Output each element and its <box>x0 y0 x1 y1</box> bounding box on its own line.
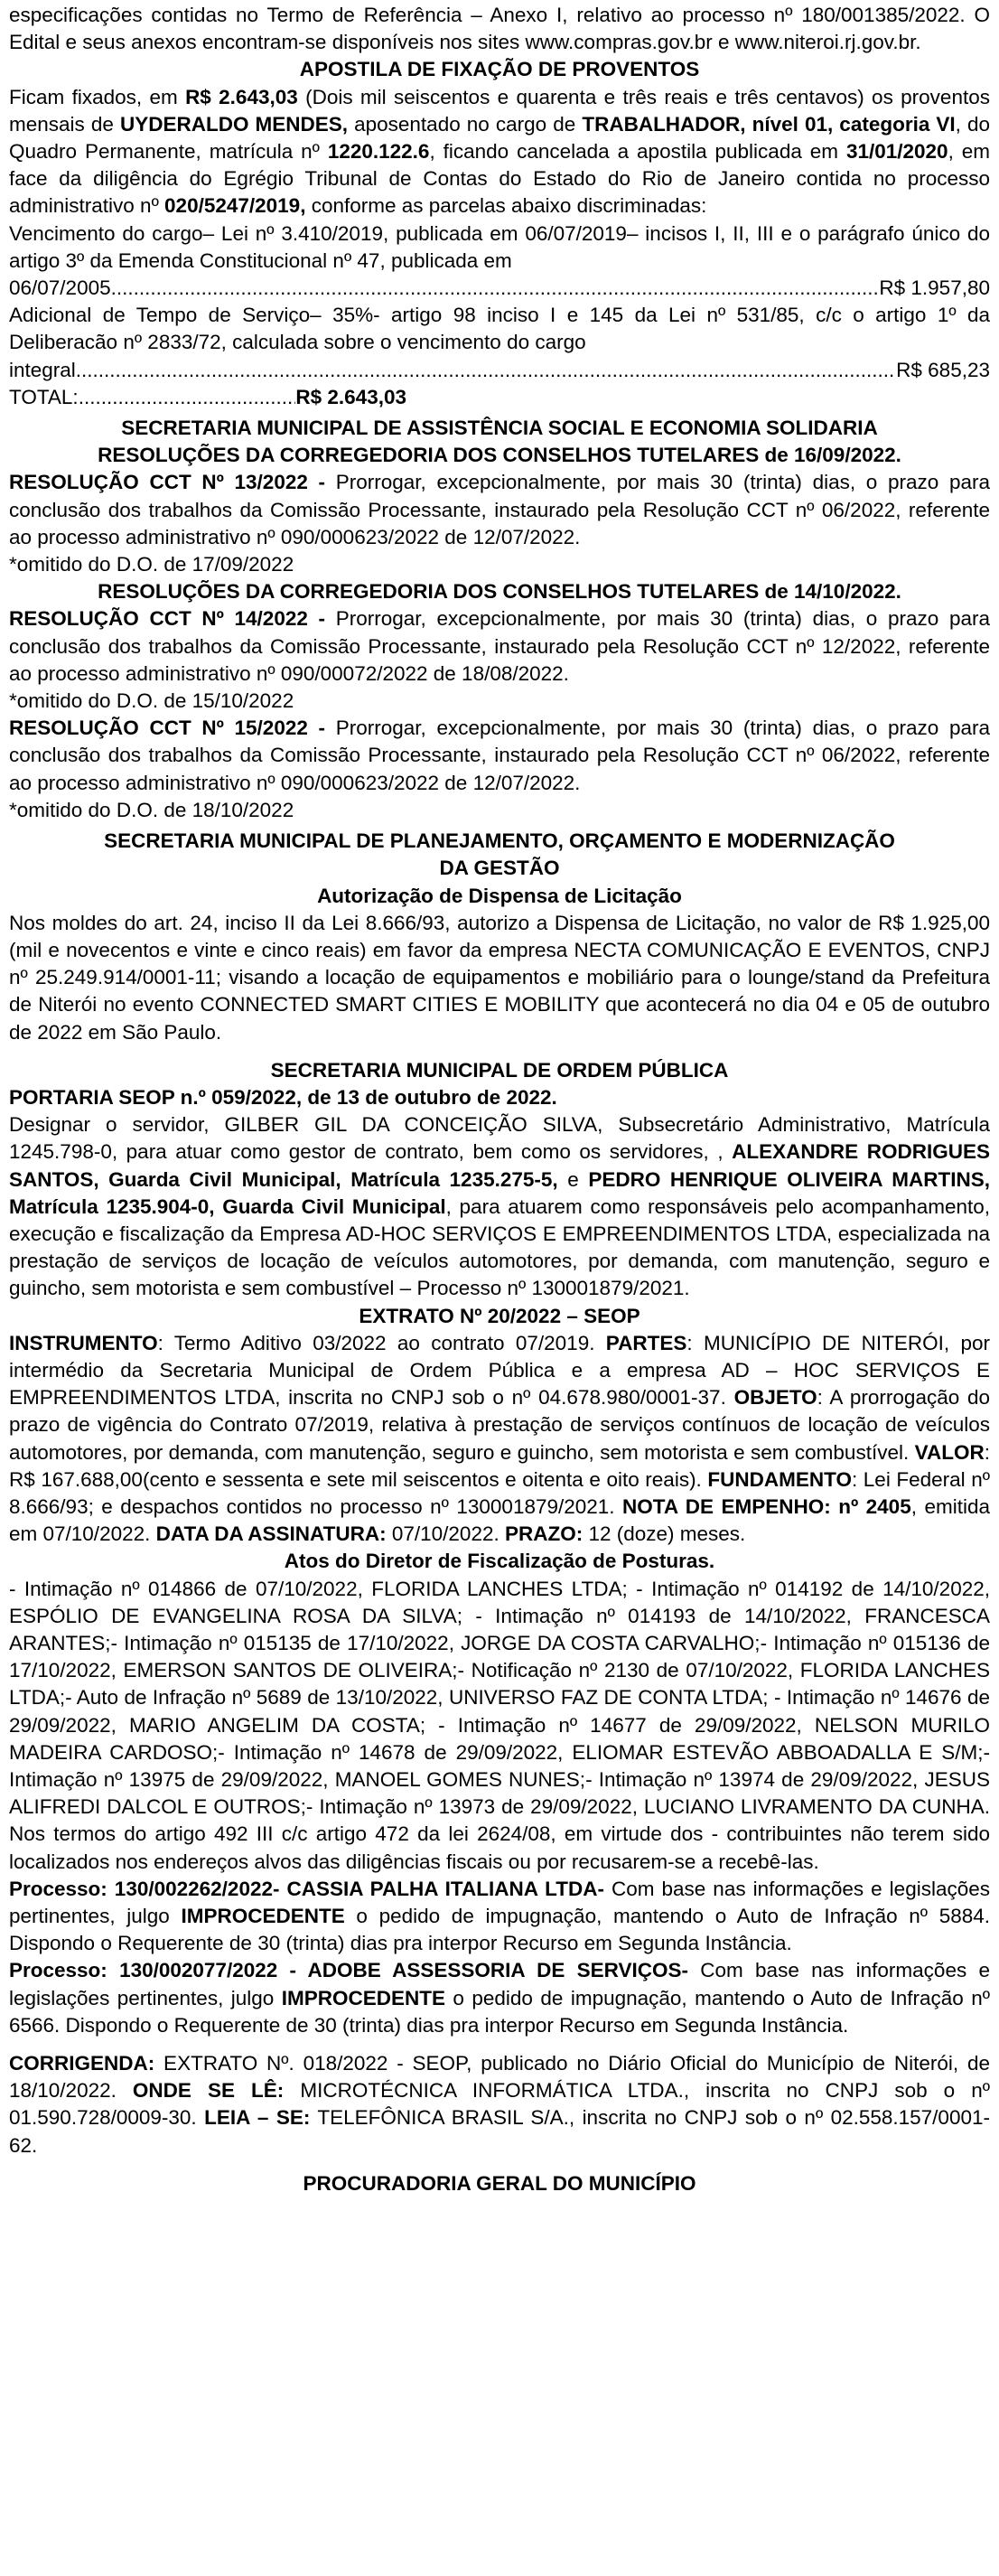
resolucao-14-omitido: *omitido do D.O. de 15/10/2022 <box>9 689 294 713</box>
planejamento-title-1: SECRETARIA MUNICIPAL DE PLANEJAMENTO, ORÇAMENTO E MODERNIZAÇÃO <box>104 829 895 853</box>
smas-heading-1: RESOLUÇÕES DA CORREGEDORIA DOS CONSELHOS TUTELARES de 16/09/2022. <box>98 444 901 467</box>
vencimento-amount: R$ 1.957,80 <box>879 276 990 300</box>
processo-2262: Processo: 130/002262/2022- CASSIA PALHA ITALIANA LTDA- Com base nas informações e legislações pertinentes, julgo IMPROCEDENTE o pedido de impugnação, mantendo o Auto de Infração nº 5884. Dispondo o Requerente de 30 (trinta) dias pra interpor Recurso em Segunda Instância. <box>9 1877 990 1955</box>
smas-heading-2: RESOLUÇÕES DA CORREGEDORIA DOS CONSELHOS TUTELARES de 14/10/2022. <box>98 580 901 604</box>
adicional-amount: R$ 685,23 <box>896 358 990 381</box>
planejamento-title-2: DA GESTÃO <box>439 857 560 880</box>
corrigenda-paragraph: CORRIGENDA: EXTRATO Nº. 018/2022 - SEOP, publicado no Diário Oficial do Município de Niterói, de 18/10/2022. ONDE SE LÊ: MICROTÉCNICA INFORMÁTICA LTDA., inscrita no CNPJ sob o nº 01.590.728/0009-30. LEIA – SE: TELEFÔNICA BRASIL S/A., inscrita no CNPJ sob o nº 02.558.157/0001-62. <box>9 2052 990 2157</box>
vencimento-text: Vencimento do cargo– Lei nº 3.410/2019, publicada em 06/07/2019– incisos I, II, III e o parágrafo único do artigo 3º da Emenda Constitucional nº 47, publicada em <box>9 221 990 272</box>
atos-title: Atos do Diretor de Fiscalização de Posturas. <box>284 1550 715 1573</box>
seop-title: SECRETARIA MUNICIPAL DE ORDEM PÚBLICA <box>270 1058 729 1082</box>
resolucao-13-omitido: *omitido do D.O. de 17/09/2022 <box>9 553 294 576</box>
total-line: TOTAL: ..... R$ 2.643,03 <box>9 384 406 411</box>
atos-paragraph: - Intimação nº 014866 de 07/10/2022, FLORIDA LANCHES LTDA; - Intimação nº 014192 de 14/10/2022, ESPÓLIO DE EVANGELINA ROSA DA SILVA; - Intimação nº 014193 de 14/10/2022, FRANCESCA ARANTES;- Intimação nº 015135 de 17/10/2022, JORGE DA COSTA CARVALHO;- Intimação nº 015136 de 17/10/2022, EMERSON SANTOS DE OLIVEIRA;- Notificação nº 2130 de 07/10/2022, FLORIDA LANCHES LTDA;- Auto de Infração nº 5689 de 13/10/2022, UNIVERSO FAZ DE CONTA LTDA; - Intimação nº 14676 de 29/09/2022, MARIO ANGELIM DA COSTA; - Intimação nº 14677 de 29/09/2022, NELSON MURILO MADEIRA CARDOSO;- Intimação nº 14678 de 29/09/2022, ELIOMAR ESTEVÃO ABBOADALLA E S/M;- Intimação nº 13975 de 29/09/2022, MANOEL GOMES NUNES;- Intimação nº 13974 de 29/09/2022, JESUS ALIFREDI DALCOL E OUTROS;- Intimação nº 13973 de 29/09/2022, LUCIANO LIVRAMENTO DA CUNHA. Nos termos do artigo 492 III c/c artigo 472 da lei 2624/08, em virtude dos - contribuintes não terem sido localizados nos endereços alvos das diligências fiscais ou por recusarem-se a recebê-las. <box>9 1577 990 1873</box>
smas-title: SECRETARIA MUNICIPAL DE ASSISTÊNCIA SOCIAL E ECONOMIA SOLIDARIA <box>121 417 878 440</box>
resolucao-13: RESOLUÇÃO CCT Nº 13/2022 - Prorrogar, excepcionalmente, por mais 30 (trinta) dias, o prazo para conclusão dos trabalhos da Comissão Processante, instaurado pela Resolução CCT nº 06/2022, referente ao processo administrativo nº 090/000623/2022 de 12/07/2022. <box>9 471 990 548</box>
procuradoria-title: PROCURADORIA GERAL DO MUNICÍPIO <box>303 2171 696 2195</box>
portaria-paragraph: Designar o servidor, GILBER GIL DA CONCEIÇÃO SILVA, Subsecretário Administrativo, Matrícula 1245.798-0, para atuar como gestor de contrato, bem como os servidores, , ALEXANDRE RODRIGUES SANTOS, Guarda Civil Municipal, Matrícula 1235.275-5, e PEDRO HENRIQUE OLIVEIRA MARTINS, Matrícula 1235.904-0, Guarda Civil Municipal, para atuarem como responsáveis pelo acompanhamento, execução e fiscalização da Empresa AD-HOC SERVIÇOS E EMPREENDIMENTOS LTDA, especializada na prestação de serviços de locação de veículos automotores, por demanda, com manutenção, seguro e guincho, sem motorista e sem combustível – Processo nº 130001879/2021. <box>9 1113 990 1300</box>
processo-2077: Processo: 130/002077/2022 - ADOBE ASSESSORIA DE SERVIÇOS- Com base nas informações e legislações pertinentes, julgo IMPROCEDENTE o pedido de impugnação, mantendo o Auto de Infração nº 6566. Dispondo o Requerente de 30 (trinta) dias pra interpor Recurso em Segunda Instância. <box>9 1959 990 2037</box>
portaria-heading: PORTARIA SEOP n.º 059/2022, de 13 de outubro de 2022. <box>9 1085 557 1109</box>
resolucao-15: RESOLUÇÃO CCT Nº 15/2022 - Prorrogar, excepcionalmente, por mais 30 (trinta) dias, o prazo para conclusão dos trabalhos da Comissão Processante, instaurado pela Resolução CCT nº 06/2022, referente ao processo administrativo nº 090/000623/2022 de 12/07/2022. <box>9 717 990 794</box>
extrato-paragraph: INSTRUMENTO: Termo Aditivo 03/2022 ao contrato 07/2019. PARTES: MUNICÍPIO DE NITERÓI, por intermédio da Secretaria Municipal de Ordem Pública e a empresa AD – HOC SERVIÇOS E EMPREENDIMENTOS LTDA, inscrita no CNPJ sob o nº 04.678.980/0001-37. OBJETO: A prorrogação do prazo de vigência do Contrato 07/2019, relativa à prestação de serviços contínuos de locação de veículos automotores, por demanda, com manutenção, seguro e guincho, sem motorista e sem combustível. VALOR: R$ 167.688,00(cento e sessenta e sete mil seiscentos e oitenta e oito reais). FUNDAMENTO: Lei Federal nº 8.666/93; e despachos contidos no processo nº 130001879/2021. NOTA DE EMPENHO: nº 2405, emitida em 07/10/2022. DATA DA ASSINATURA: 07/10/2022. PRAZO: 12 (doze) meses. <box>9 1331 990 1546</box>
extrato-title: EXTRATO Nº 20/2022 – SEOP <box>359 1304 640 1327</box>
vencimento-line: 06/07/2005 ..... R$ 1.957,80 <box>9 275 990 302</box>
edital-paragraph: especificações contidas no Termo de Referência – Anexo I, relativo ao processo nº 180/001385/2022. O Edital e seus anexos encontram-se disponíveis nos sites www.compras.gov.br e www.niteroi.rj.gov.br. <box>9 4 990 54</box>
adicional-line: integral ..... R$ 685,23 <box>9 357 990 384</box>
resolucao-15-omitido: *omitido do D.O. de 18/10/2022 <box>9 798 294 821</box>
adicional-text: Adicional de Tempo de Serviço– 35%- artigo 98 inciso I e 145 da Lei nº 531/85, c/c o artigo 1º da Deliberacão nº 2833/72, calculada sobre o vencimento do cargo <box>9 304 990 354</box>
total-amount: R$ 2.643,03 <box>295 385 406 408</box>
resolucao-14: RESOLUÇÃO CCT Nº 14/2022 - Prorrogar, excepcionalmente, por mais 30 (trinta) dias, o prazo para conclusão dos trabalhos da Comissão Processante, instaurado pela Resolução CCT nº 12/2022, referente ao processo administrativo nº 090/00072/2022 de 18/08/2022. <box>9 607 990 685</box>
apostila-paragraph: Ficam fixados, em R$ 2.643,03 (Dois mil seiscentos e quarenta e três reais e três centavos) os proventos mensais de UYDERALDO MENDES, aposentado no cargo de TRABALHADOR, nível 01, categoria VI, do Quadro Permanente, matrícula nº 1220.122.6, ficando cancelada a apostila publicada em 31/01/2020, em face da diligência do Egrégio Tribunal de Contas do Estado do Rio de Janeiro contida no processo administrativo nº 020/5247/2019, conforme as parcelas abaixo discriminadas: <box>9 85 991 218</box>
apostila-title: APOSTILA DE FIXAÇÃO DE PROVENTOS <box>299 58 700 81</box>
dispensa-subtitle: Autorização de Dispensa de Licitação <box>317 884 682 907</box>
dispensa-paragraph: Nos moldes do art. 24, inciso II da Lei 8.666/93, autorizo a Dispensa de Licitação, no valor de R$ 1.925,00 (mil e novecentos e vinte e cinco reais) em favor da empresa NECTA COMUNICAÇÃO E EVENTOS, CNPJ nº 25.249.914/0001-11; visando a locação de equipamentos e mobiliário para o lounge/stand da Prefeitura de Niterói no evento CONNECTED SMART CITIES E MOBILITY que acontecerá no dia 04 e 05 de outubro de 2022 em São Paulo. <box>9 911 990 1044</box>
